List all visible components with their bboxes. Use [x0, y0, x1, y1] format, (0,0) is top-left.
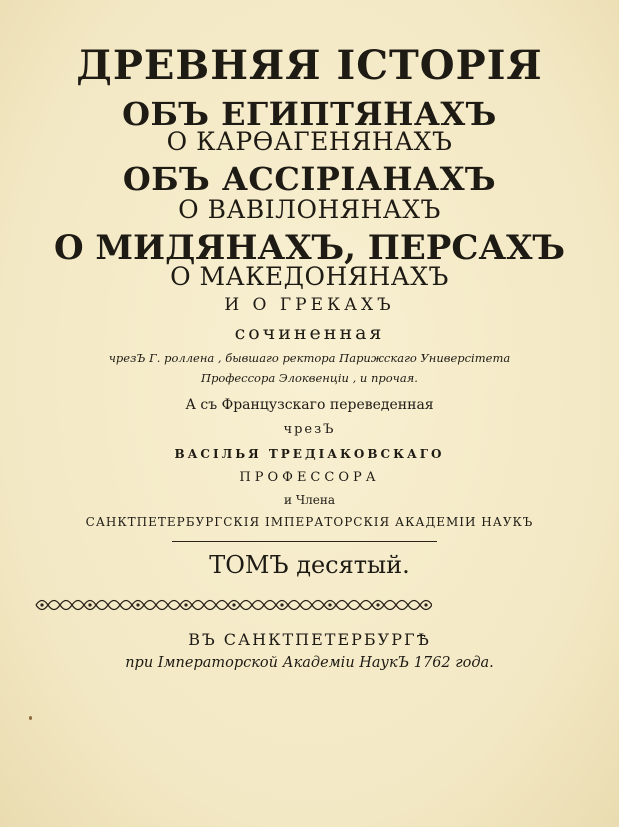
ornament-band	[32, 592, 432, 618]
subtitle-carthaginians: О КАРѲАГЕНЯНАХЪ	[166, 127, 453, 156]
author-title-line: Профессора Элоквенціи , и прочая.	[201, 371, 418, 385]
member-label: и Члена	[284, 493, 335, 507]
subtitle-greeks: И О ГРЕКАХЪ	[224, 295, 395, 315]
volume-label: ТОМЪ десятый.	[209, 551, 410, 579]
subtitle-assyrians: ОБЪ АССІРІАНАХЪ	[122, 160, 497, 198]
translated-from-line: А съ Французскаго переведенная	[185, 397, 434, 413]
divider-rule	[172, 541, 437, 542]
by-label: чрезЪ	[283, 422, 336, 437]
subtitle-babylonians: О ВАВІЛОНЯНАХЪ	[178, 195, 441, 224]
composed-by-label: сочиненная	[234, 322, 385, 344]
academy-line: САНКТПЕТЕРБУРГСКІЯ ІМПЕРАТОРСКІЯ АКАДЕМІИ НАУКЪ	[85, 515, 534, 529]
translator-title: ПРОФЕССОРА	[239, 470, 380, 485]
author-line: чрезЪ Г. роллена , бывшаго ректора Парижскаго Универсітета	[108, 351, 511, 365]
subtitle-macedonians: О МАКЕДОНЯНАХЪ	[170, 262, 449, 291]
translator-name: ВАСІЛЬЯ ТРЕДІАКОВСКАГО	[174, 447, 445, 461]
imprint-publisher-year: при Імператорской Академіи НаукЪ 1762 года.	[125, 655, 494, 671]
subtitle-egyptians: ОБЪ ЕГИПТЯНАХЪ	[122, 95, 497, 133]
paper-speck	[29, 716, 32, 720]
main-title: ДРЕВНЯЯ ІСТОРІЯ	[76, 42, 543, 89]
subtitle-medes-persians: О МИДЯНАХЪ, ПЕРСАХЪ	[53, 228, 566, 268]
imprint-place: ВЪ САНКТПЕТЕРБУРГѢ	[188, 630, 431, 649]
